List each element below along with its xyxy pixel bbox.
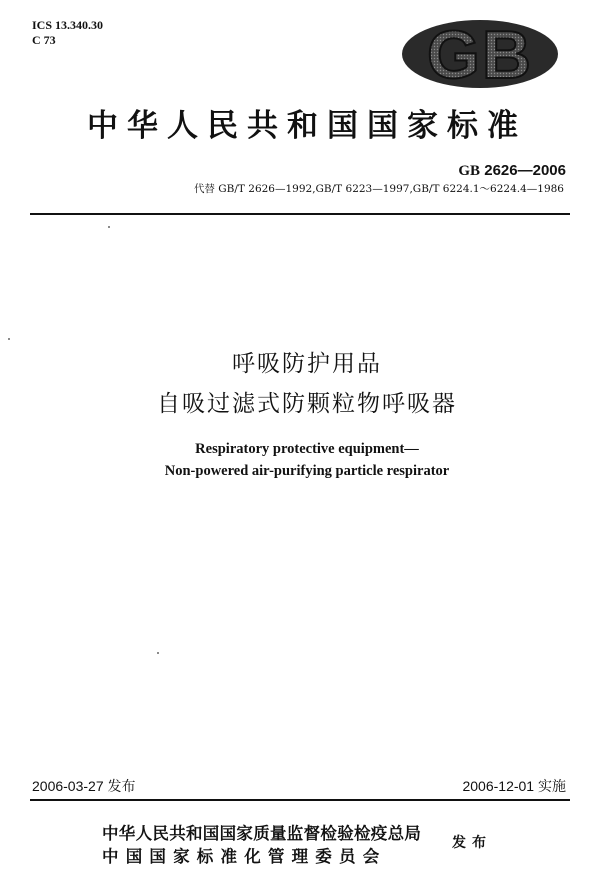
issuer-sac: 中国国家标准化管理委员会 xyxy=(102,847,387,866)
logo-text: GB xyxy=(427,18,533,90)
chinese-title-line-1: 呼吸防护用品 xyxy=(232,351,382,377)
bottom-divider xyxy=(30,799,570,801)
ics-code: ICS 13.340.30 xyxy=(32,18,104,32)
issuer-aqsiq: 中华人民共和国国家质量监督检验检疫总局 xyxy=(102,824,422,843)
ccs-code: C 73 xyxy=(32,33,56,47)
classification-codes xyxy=(32,18,103,48)
replaces-note: 代替 GB/T 2626—1992,GB/T 6223—1997,GB/T 6224.1～6224.4—1986 xyxy=(193,183,564,195)
english-title-line-2: Non-powered air-purifying particle respirator xyxy=(164,463,450,479)
implementation-date: 2006-12-01 实施 xyxy=(462,778,566,794)
national-standard-title: 中华人民共和国国家标准 xyxy=(87,108,527,144)
standard-prefix: GB xyxy=(458,163,481,179)
issue-date: 2006-03-27 发布 xyxy=(32,778,136,794)
gb-logo-icon xyxy=(400,18,560,90)
english-title-line-1: Respiratory protective equipment— xyxy=(195,441,419,457)
standard-code: 2626—2006 xyxy=(484,162,566,179)
scan-speck xyxy=(108,226,110,228)
chinese-title-line-2: 自吸过滤式防颗粒物呼吸器 xyxy=(157,391,457,417)
top-divider xyxy=(30,213,570,215)
scan-speck xyxy=(8,338,10,340)
issue-action: 发布 xyxy=(452,835,492,851)
standard-number xyxy=(458,162,566,180)
scan-speck xyxy=(157,652,159,654)
